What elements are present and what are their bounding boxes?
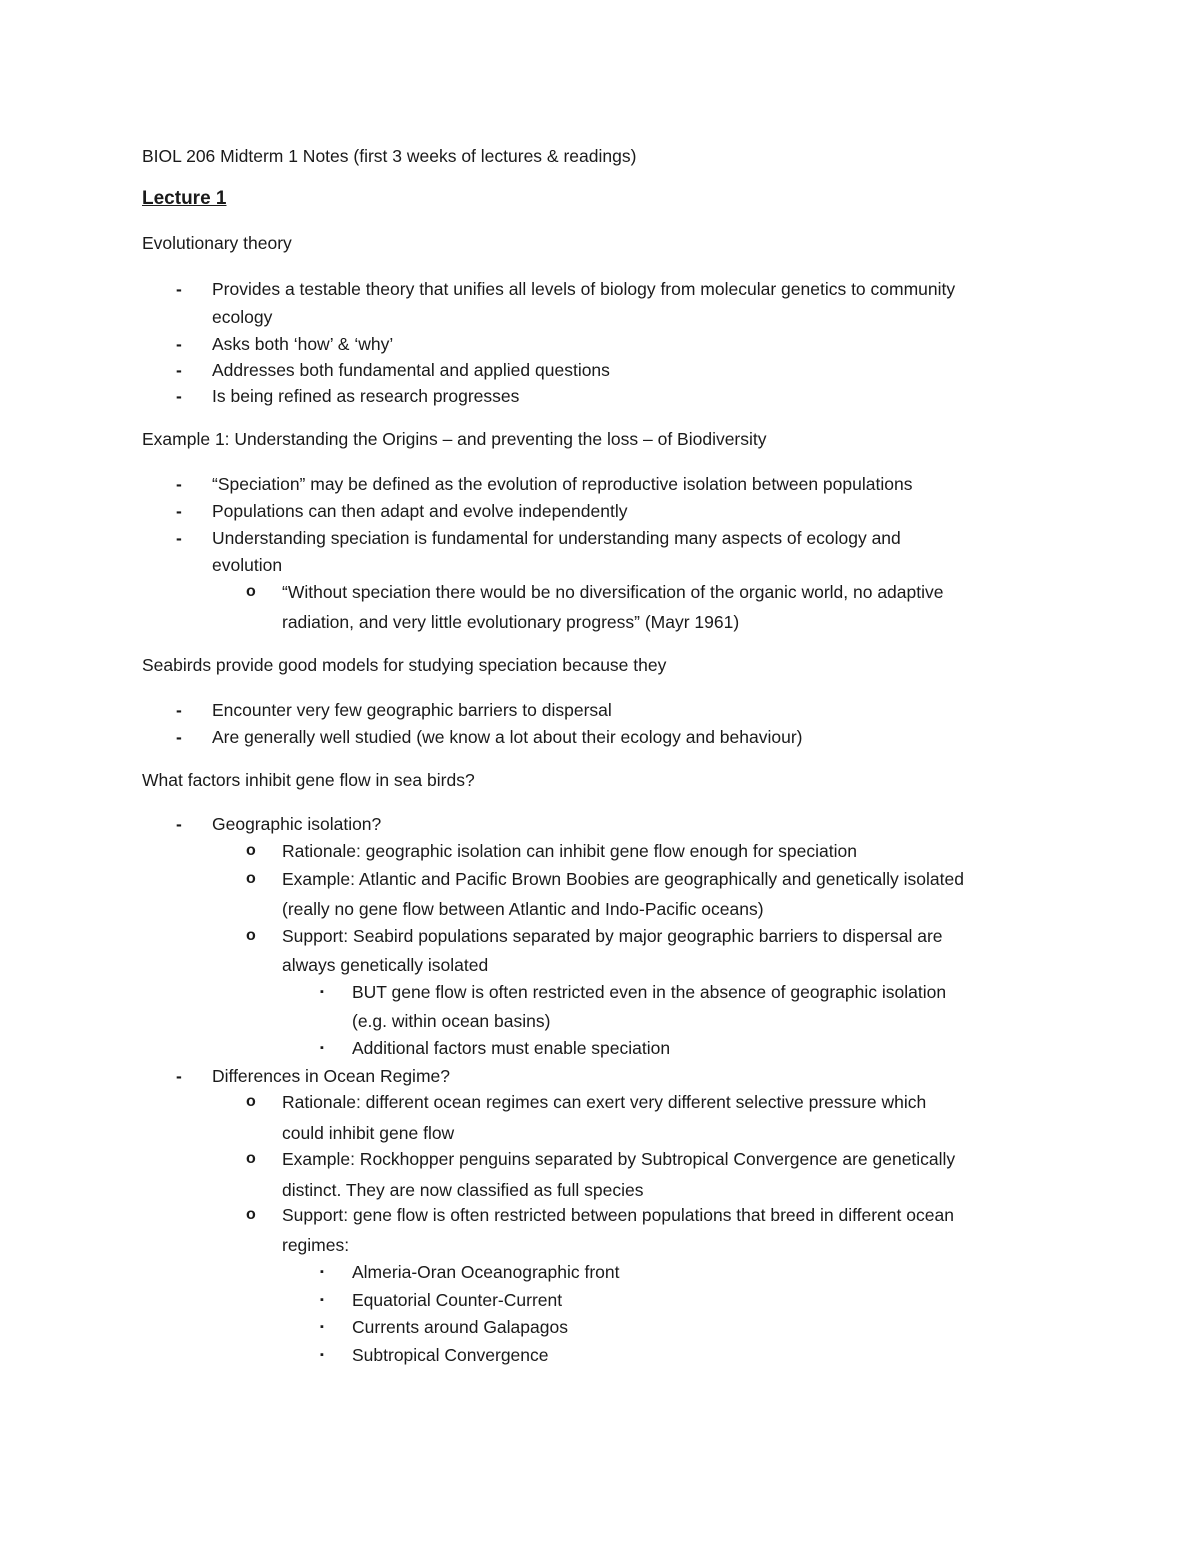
sub-list-item-continuation: always genetically isolated: [282, 955, 489, 975]
square-bullet: ▪: [320, 1042, 324, 1054]
document-title: BIOL 206 Midterm 1 Notes (first 3 weeks of lectures & readings): [142, 146, 637, 166]
square-bullet: ▪: [320, 1266, 324, 1278]
circle-bullet: o: [246, 870, 256, 887]
dash-bullet: -: [176, 727, 182, 747]
sub-sub-list-item: ▪ Additional factors must enable speciation: [352, 1034, 670, 1062]
square-bullet: ▪: [320, 1349, 324, 1361]
section-heading: Evolutionary theory: [142, 233, 292, 253]
sub-sub-list-item: ▪ Currents around Galapagos: [352, 1313, 568, 1341]
sub-list-item: o Support: Seabird populations separated by major geographic barriers to dispersal are: [282, 922, 943, 950]
sub-list-item-continuation: (really no gene flow between Atlantic and Indo-Pacific oceans): [282, 899, 764, 919]
circle-bullet: o: [246, 1206, 256, 1223]
list-item-continuation: evolution: [212, 555, 283, 575]
list-item: - Understanding speciation is fundamental for understanding many aspects of ecology and: [212, 524, 901, 552]
list-item: - Populations can then adapt and evolve independently: [212, 497, 627, 525]
sub-list-item: o Example: Atlantic and Pacific Brown Boobies are geographically and genetically isolated: [282, 865, 964, 893]
sub-list-item: o Rationale: geographic isolation can inhibit gene flow enough for speciation: [282, 837, 857, 865]
list-item: - Differences in Ocean Regime?: [212, 1062, 450, 1090]
circle-bullet: o: [246, 1150, 256, 1167]
dash-bullet: -: [176, 360, 182, 380]
dash-bullet: -: [176, 1066, 182, 1086]
list-item: - Encounter very few geographic barriers to dispersal: [212, 696, 612, 724]
sub-list-item: o “Without speciation there would be no diversification of the organic world, no adaptive: [282, 578, 944, 606]
sub-sub-list-item-continuation: (e.g. within ocean basins): [352, 1011, 551, 1031]
list-item: - Addresses both fundamental and applied questions: [212, 356, 610, 384]
sub-sub-list-item: ▪ Almeria-Oran Oceanographic front: [352, 1258, 619, 1286]
square-bullet: ▪: [320, 1294, 324, 1306]
list-item-continuation: ecology: [212, 307, 273, 327]
sub-sub-list-item: ▪ Subtropical Convergence: [352, 1341, 549, 1369]
dash-bullet: -: [176, 334, 182, 354]
section-heading: Example 1: Understanding the Origins – and preventing the loss – of Biodiversity: [142, 429, 767, 449]
list-item: - Geographic isolation?: [212, 810, 381, 838]
circle-bullet: o: [246, 1093, 256, 1110]
sub-list-item: o Support: gene flow is often restricted between populations that breed in different ocean: [282, 1201, 954, 1229]
dash-bullet: -: [176, 501, 182, 521]
circle-bullet: o: [246, 927, 256, 944]
circle-bullet: o: [246, 583, 256, 600]
dash-bullet: -: [176, 279, 182, 299]
sub-list-item-continuation: could inhibit gene flow: [282, 1123, 455, 1143]
list-item: - Are generally well studied (we know a lot about their ecology and behaviour): [212, 723, 802, 751]
list-item: - Is being refined as research progresses: [212, 382, 519, 410]
sub-list-item: o Example: Rockhopper penguins separated by Subtropical Convergence are genetically: [282, 1145, 955, 1173]
dash-bullet: -: [176, 814, 182, 834]
sub-list-item-continuation: regimes:: [282, 1235, 350, 1255]
dash-bullet: -: [176, 528, 182, 548]
dash-bullet: -: [176, 700, 182, 720]
section-heading: What factors inhibit gene flow in sea birds?: [142, 770, 475, 790]
dash-bullet: -: [176, 386, 182, 406]
sub-list-item: o Rationale: different ocean regimes can exert very different selective pressure which: [282, 1088, 926, 1116]
lecture-heading: Lecture 1: [142, 188, 227, 209]
circle-bullet: o: [246, 842, 256, 859]
dash-bullet: -: [176, 474, 182, 494]
sub-sub-list-item: ▪ Equatorial Counter-Current: [352, 1286, 562, 1314]
section-heading: Seabirds provide good models for studying speciation because they: [142, 655, 667, 675]
square-bullet: ▪: [320, 1321, 324, 1333]
sub-sub-list-item: ▪ BUT gene flow is often restricted even in the absence of geographic isolation: [352, 978, 946, 1006]
list-item: - “Speciation” may be defined as the evolution of reproductive isolation between populations: [212, 470, 912, 498]
sub-list-item-continuation: distinct. They are now classified as full species: [282, 1180, 644, 1200]
square-bullet: ▪: [320, 986, 324, 998]
list-item: - Asks both ‘how’ & ‘why’: [212, 330, 393, 358]
sub-list-item-continuation: radiation, and very little evolutionary progress” (Mayr 1961): [282, 612, 740, 632]
list-item: - Provides a testable theory that unifies all levels of biology from molecular genetics to community: [212, 275, 955, 303]
